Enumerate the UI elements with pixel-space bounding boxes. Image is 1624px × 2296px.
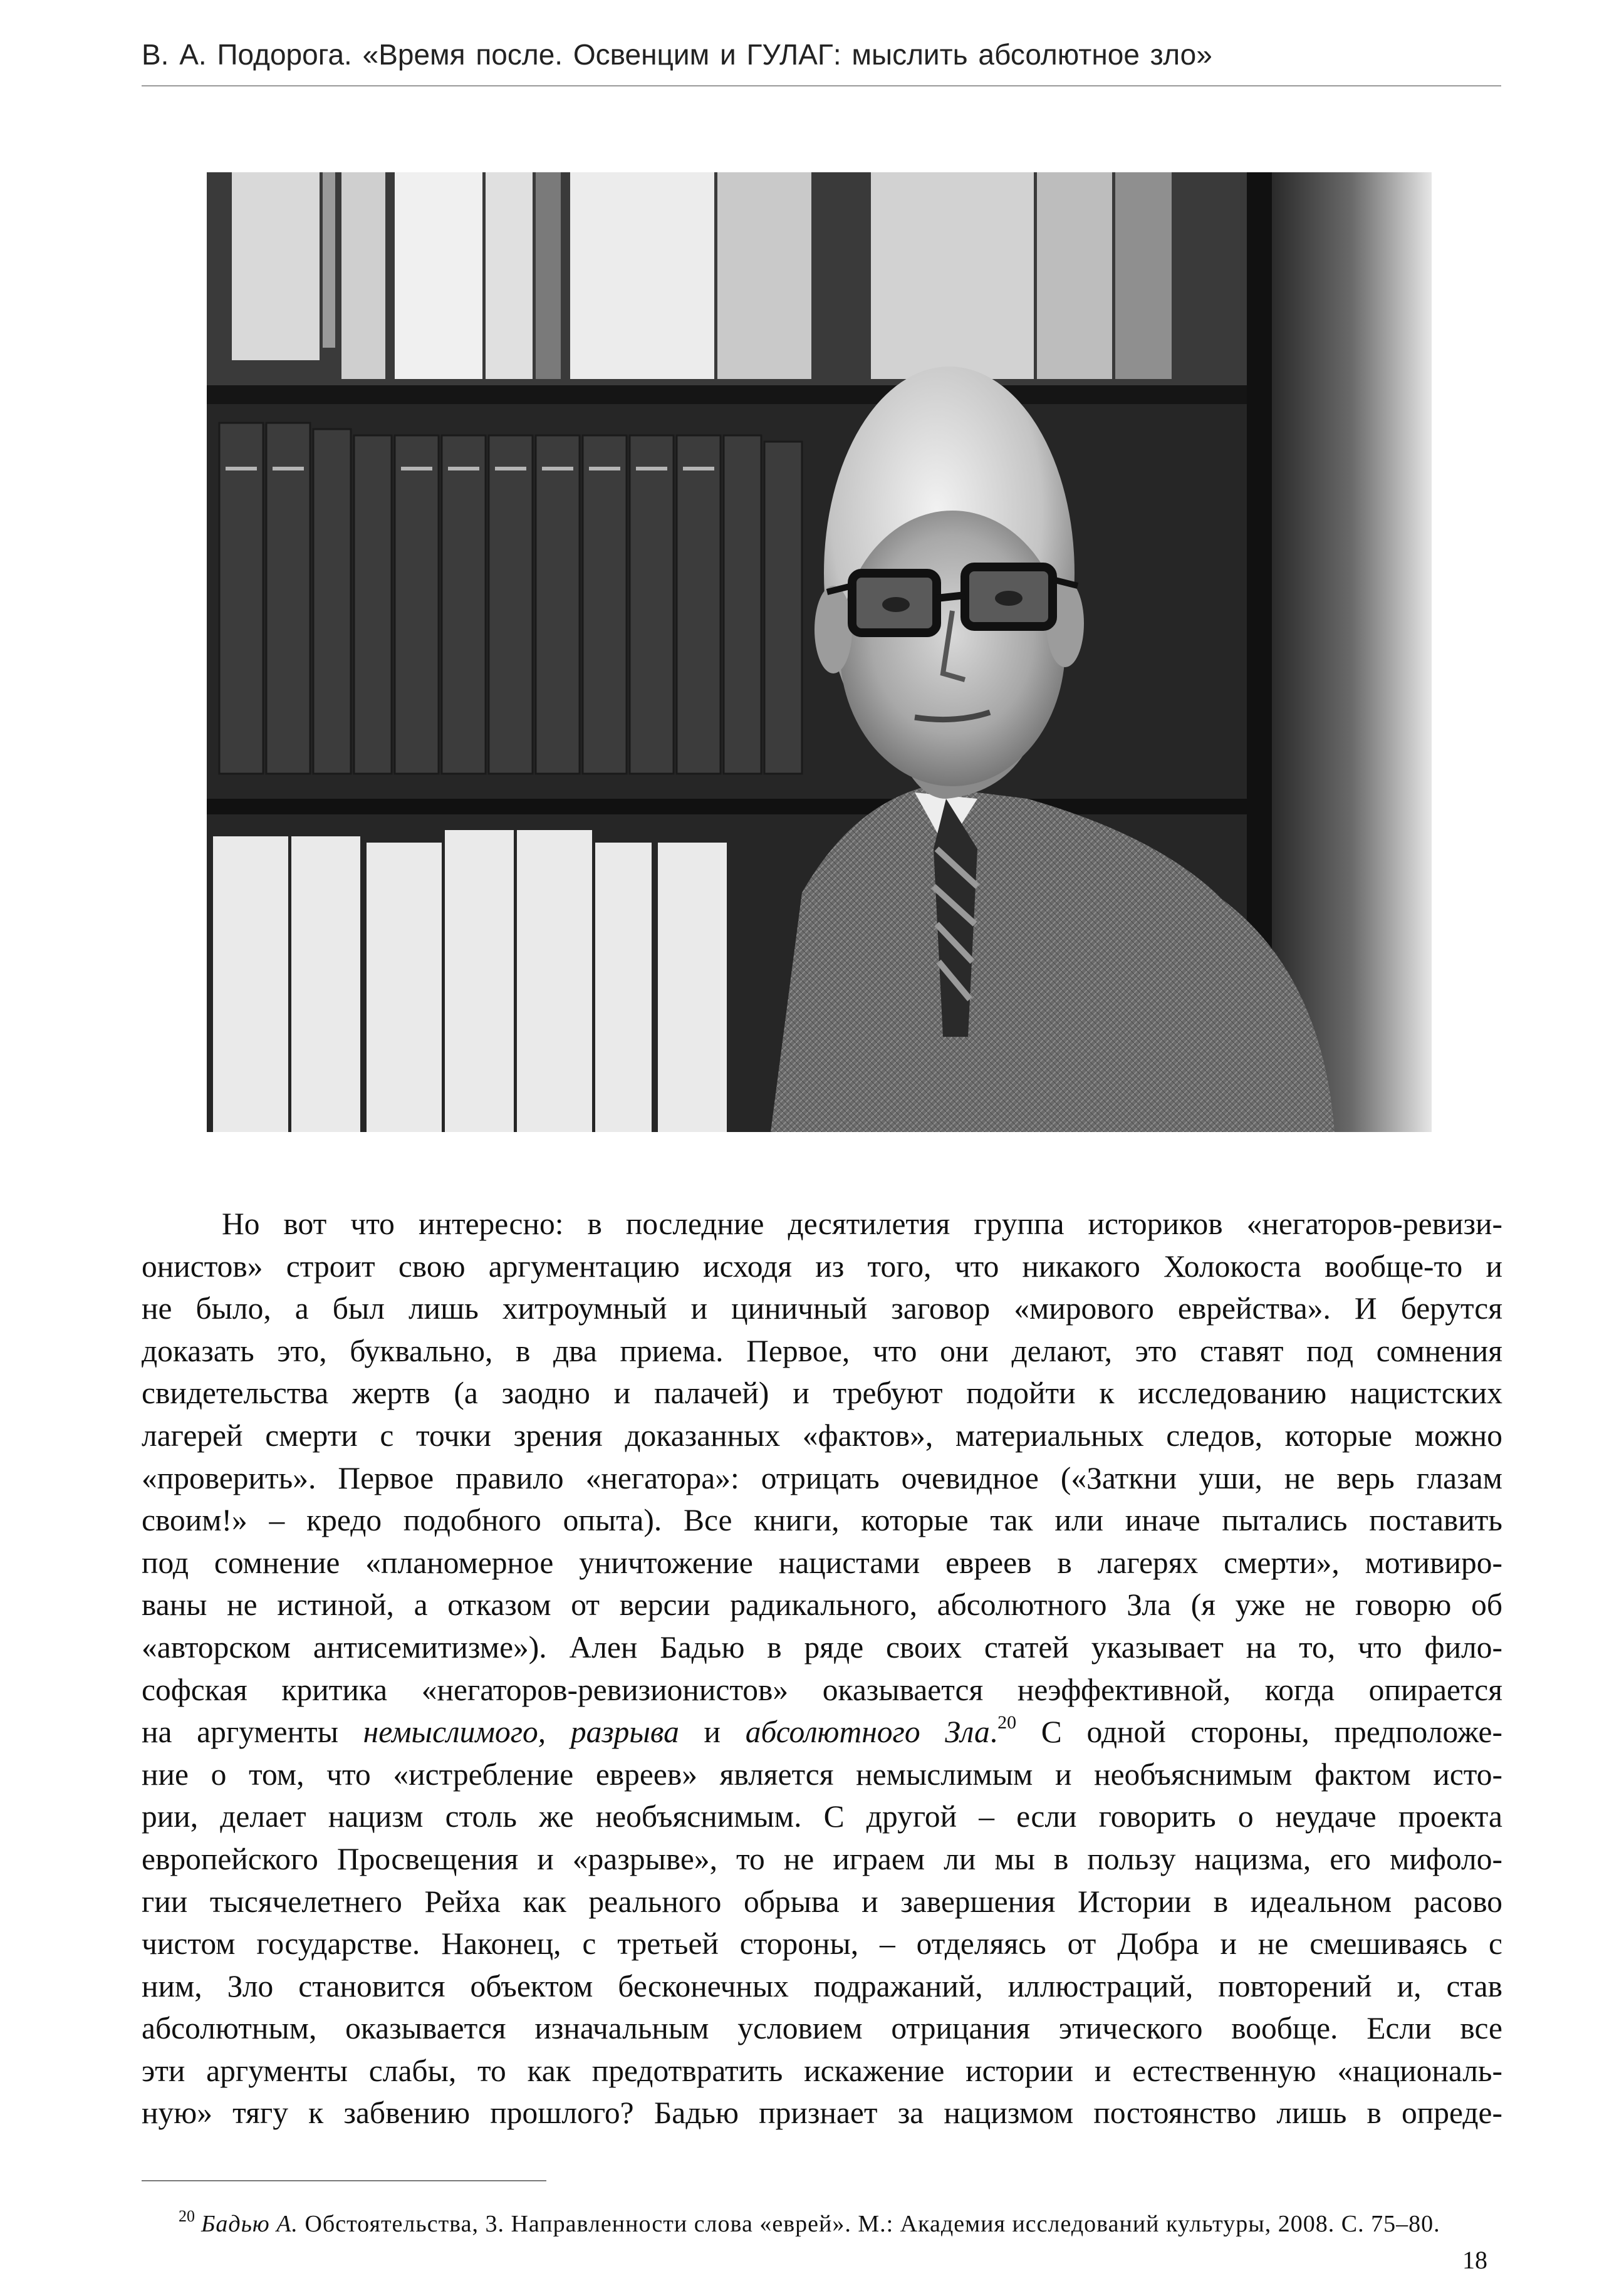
body-text [142, 1203, 1502, 2134]
body-line: свидетельства жертв (а заодно и палачей) и требуют подойти к исследованию нацистских [142, 1376, 1502, 1411]
body-line: ние о том, что «истребление евреев» является немыслимым и необъяснимым фактом исто- [142, 1757, 1502, 1792]
body-line: Но вот что интересно: в последние десятилетия группа историков «негаторов-ревизи- [222, 1207, 1502, 1241]
italic-term: немыслимого, разрыва [363, 1715, 679, 1750]
portrait-photo [207, 172, 1432, 1132]
body-line: ваны не истиной, а отказом от версии радикального, абсолютного Зла (я уже не говорю об [142, 1587, 1502, 1623]
footnote [179, 2207, 1494, 2238]
footnote-author: Бадью А. [201, 2211, 298, 2237]
footnote-ref[interactable]: 20 [997, 1712, 1017, 1733]
body-line: «проверить». Первое правило «негатора»: отрицать очевидное («Заткни уши, не верь глазам [142, 1460, 1502, 1495]
body-line-with-footnote-ref: на аргументы немыслимого, разрыва и абсолютного Зла.$^{20}$ С одной стороны, предположе- [142, 1712, 1502, 1750]
page-number: 18 [1462, 2246, 1487, 2274]
body-line: ним, Зло становится объектом бесконечных подражаний, иллюстраций, повторений и, став [142, 1968, 1502, 2003]
body-line: под сомнение «планомерное уничтожение нацистами евреев в лагерях смерти», мотивиро- [142, 1545, 1502, 1580]
portrait-photo-icon [207, 172, 1432, 1132]
body-line: «авторском антисемитизме»). Ален Бадью в ряде своих статей указывает на то, что фило- [142, 1629, 1502, 1665]
body-line: чистом государстве. Наконец, с третьей стороны, – отделяясь от Добра и не смешиваясь с [142, 1926, 1502, 1961]
body-line: гии тысячелетнего Рейха как реального обрыва и завершения Истории в идеальном расово [142, 1884, 1502, 1919]
body-line: онистов» строит свою аргументацию исходя из того, что никакого Холокоста вообще-то и [142, 1249, 1502, 1284]
footnote-number: 20 [179, 2207, 195, 2225]
body-line: своим!» – кредо подобного опыта). Все книги, которые так или иначе пытались поставить [142, 1503, 1502, 1538]
footnote-text: Обстоятельства, 3. Направленности слова «еврей». М.: Академия исследований культуры, 2008. С. 75–80. [298, 2211, 1440, 2237]
body-line: софская критика «негаторов-ревизионистов» оказывается неэффективной, когда опирается [142, 1672, 1502, 1707]
body-line: эти аргументы слабы, то как предотвратить искажение истории и естественную «националь- [142, 2053, 1502, 2088]
body-line: ную» тягу к забвению прошлого? Бадью признает за нацизмом постоянство лишь в опреде- [142, 2096, 1502, 2131]
body-line: абсолютным, оказывается изначальным условием отрицания этического вообще. Если все [142, 2011, 1502, 2046]
body-line: не было, а был лишь хитроумный и циничный заговор «мирового еврейства». И берутся [142, 1291, 1502, 1326]
header-rule [142, 85, 1501, 86]
body-line: доказать это, буквально, в два приема. Первое, что они делают, это ставят под сомнения [142, 1333, 1502, 1368]
body-line: европейского Просвещения и «разрыве», то не играем ли мы в пользу нацизма, его мифоло- [142, 1841, 1502, 1876]
running-header: В. А. Подорога. «Время после. Освенцим и ГУЛАГ: мыслить абсолютное зло» [142, 38, 1212, 71]
body-line: лагерей смерти с точки зрения доказанных «фактов», материальных следов, которые можно [142, 1418, 1502, 1453]
body-line: рии, делает нацизм столь же необъяснимым. С другой – если говорить о неудаче проекта [142, 1799, 1502, 1834]
italic-term: абсолютного Зла [745, 1715, 990, 1750]
footnote-rule [142, 2180, 546, 2181]
